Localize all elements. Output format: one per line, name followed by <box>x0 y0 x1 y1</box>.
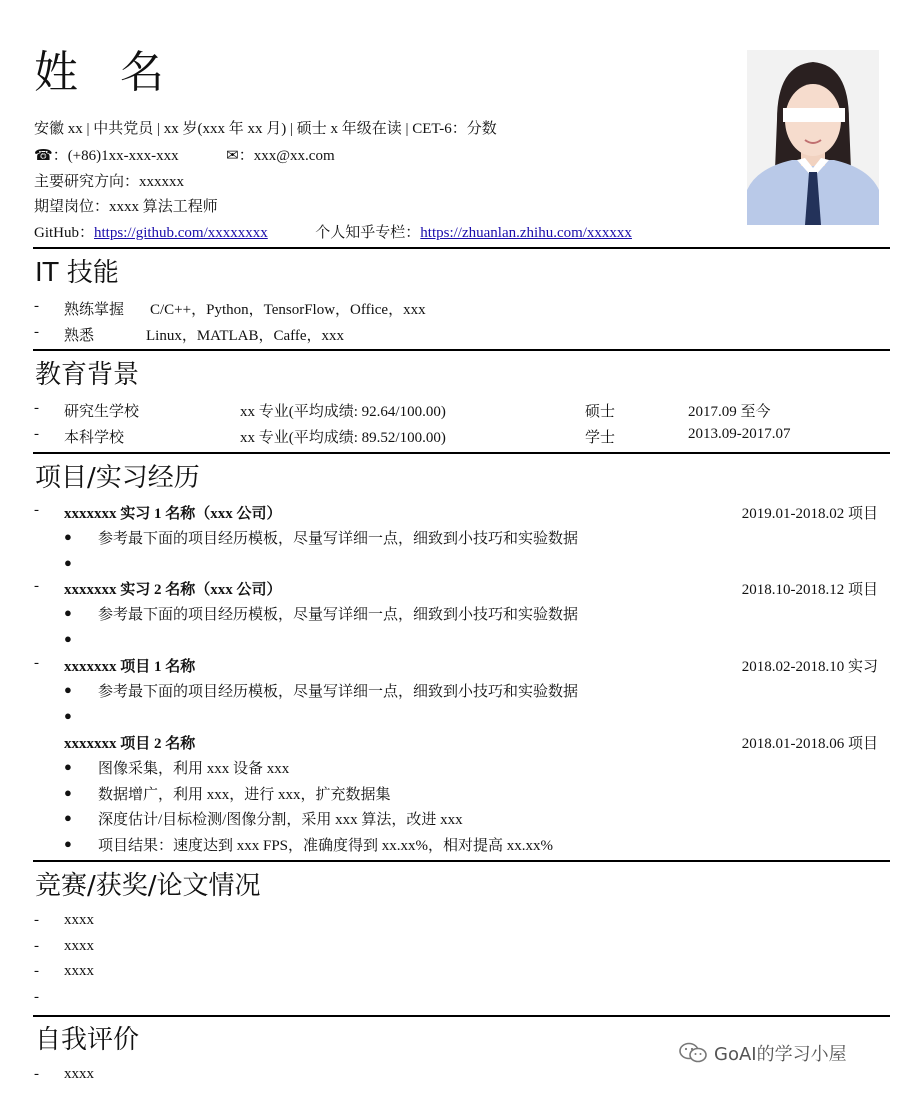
project-period: 2018.01-2018.06 项目 <box>741 736 878 752</box>
list-dash: - <box>34 1066 39 1082</box>
skills-title: IT 技能 <box>35 258 119 288</box>
section-divider <box>33 349 890 351</box>
self-eval-title: 自我评价 <box>35 1025 140 1055</box>
personal-info-line: 安徽 xx | 中共党员 | xx 岁(xxx 年 xx 月) | 硕士 x 年级在读 | CET-6：分数 <box>34 121 497 137</box>
list-dash: - <box>34 655 39 671</box>
self-eval-item: xxxx <box>64 1066 94 1082</box>
zhihu-link[interactable]: https://zhuanlan.zhihu.com/xxxxxx <box>420 225 632 241</box>
bullet-dot: ● <box>64 605 72 620</box>
award-item: xxxx <box>64 938 94 954</box>
project-bullet-text: 数据增广，利用 xxx，进行 xxx，扩充数据集 <box>98 787 391 803</box>
section-divider <box>33 452 890 454</box>
edu-school: 本科学校 <box>64 430 125 446</box>
edu-degree: 学士 <box>585 430 616 446</box>
list-dash: - <box>34 912 39 928</box>
bullet-dot: ● <box>64 682 72 697</box>
section-divider <box>33 860 890 862</box>
project-period: 2019.01-2018.02 项目 <box>741 506 878 522</box>
award-item: xxxx <box>64 912 94 928</box>
bullet-dot: ● <box>64 759 72 774</box>
edu-period: 2017.09 至今 <box>688 404 771 420</box>
award-item: xxxx <box>64 963 94 979</box>
section-divider <box>33 247 890 249</box>
edu-degree: 硕士 <box>585 404 616 420</box>
list-dash: - <box>34 938 39 954</box>
bullet-dot: ● <box>64 708 72 723</box>
project-bullet-text: 深度估计/目标检测/图像分割，采用 xxx 算法，改进 xxx <box>98 812 463 828</box>
list-dash: - <box>34 578 39 594</box>
edu-major: xx 专业(平均成绩: 89.52/100.00) <box>240 430 446 446</box>
list-dash: - <box>34 324 39 340</box>
section-divider <box>33 1015 890 1017</box>
skill-label: 熟练掌握 <box>64 302 125 318</box>
github-label: GitHub： <box>34 225 95 241</box>
project-bullet-text: 参考最下面的项目经历模板，尽量写详细一点，细致到小技巧和实验数据 <box>98 531 579 547</box>
project-name: xxxxxxx 项目 1 名称 <box>64 659 196 675</box>
projects-title: 项目/实习经历 <box>35 463 200 493</box>
list-dash: - <box>34 989 39 1005</box>
bullet-dot: ● <box>64 836 72 851</box>
edu-school: 研究生学校 <box>64 404 140 420</box>
project-name: xxxxxxx 实习 2 名称（xxx 公司） <box>64 582 282 598</box>
project-bullet-text: 参考最下面的项目经历模板，尽量写详细一点，细致到小技巧和实验数据 <box>98 607 579 623</box>
github-link[interactable]: https://github.com/xxxxxxxx <box>94 225 268 241</box>
phone-number: ：(+86)1xx-xxx-xxx <box>52 148 179 164</box>
education-title: 教育背景 <box>35 360 140 390</box>
bullet-dot: ● <box>64 555 72 570</box>
email-icon: ✉ <box>226 146 239 164</box>
bullet-dot: ● <box>64 529 72 544</box>
edu-major: xx 专业(平均成绩: 92.64/100.00) <box>240 404 446 420</box>
list-dash: - <box>34 426 39 442</box>
email-address: ：xxx@xx.com <box>238 148 335 164</box>
zhihu-label: 个人知乎专栏： <box>315 225 421 241</box>
awards-title: 竞赛/获奖/论文情况 <box>35 871 261 901</box>
project-name: xxxxxxx 项目 2 名称 <box>64 736 196 752</box>
profile-photo <box>747 50 879 225</box>
list-dash: - <box>34 963 39 979</box>
expected-job: 期望岗位：xxxx 算法工程师 <box>34 199 218 215</box>
bullet-dot: ● <box>64 810 72 825</box>
list-dash: - <box>34 298 39 314</box>
watermark-text: GoAI的学习小屋 <box>714 1044 847 1065</box>
contact-line <box>34 144 335 165</box>
links-line <box>34 221 632 242</box>
project-bullet-text: 参考最下面的项目经历模板，尽量写详细一点，细致到小技巧和实验数据 <box>98 684 579 700</box>
project-bullet-text: 项目结果：速度达到 xxx FPS，准确度得到 xx.xx%，相对提高 xx.xx% <box>98 838 554 854</box>
edu-period: 2013.09-2017.07 <box>688 426 791 442</box>
resume-name: 姓 名 <box>34 47 178 98</box>
project-period: 2018.02-2018.10 实习 <box>741 659 878 675</box>
phone-icon: ☎ <box>34 146 53 164</box>
research-direction: 主要研究方向：xxxxxx <box>34 174 185 190</box>
project-period: 2018.10-2018.12 项目 <box>741 582 878 598</box>
skill-value: Linux，MATLAB，Caffe，xxx <box>146 328 345 344</box>
bullet-dot: ● <box>64 631 72 646</box>
list-dash: - <box>34 400 39 416</box>
watermark <box>678 1040 847 1066</box>
list-dash: - <box>34 502 39 518</box>
wechat-icon <box>678 1041 708 1065</box>
skill-value: C/C++，Python，TensorFlow，Office，xxx <box>150 302 426 318</box>
skill-label: 熟悉 <box>64 328 95 344</box>
project-name: xxxxxxx 实习 1 名称（xxx 公司） <box>64 506 282 522</box>
project-bullet-text: 图像采集，利用 xxx 设备 xxx <box>98 761 290 777</box>
bullet-dot: ● <box>64 785 72 800</box>
